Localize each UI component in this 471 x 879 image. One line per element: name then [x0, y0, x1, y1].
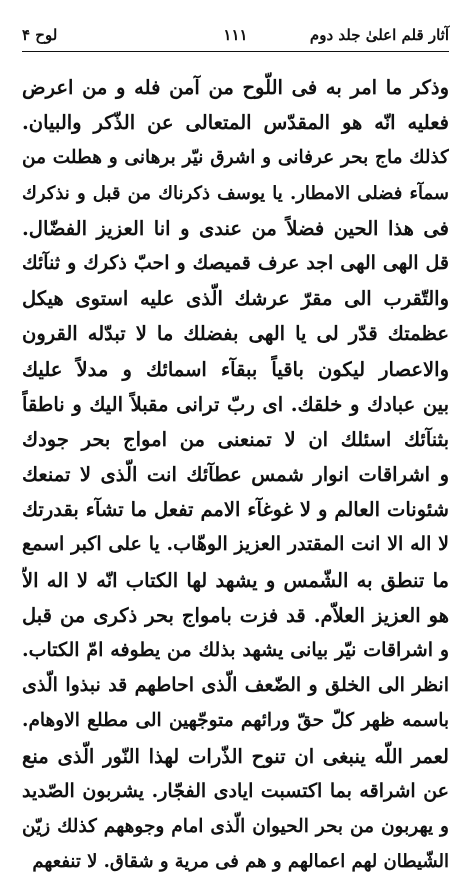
text-line: بين عبادك و خلقك. اى ربّ ترانى مقبلاً اليك و ناطقاً	[22, 392, 449, 416]
text-line: فى هذا الحين فضلاً من عندى و انا العزيز الفضّال.	[22, 216, 449, 240]
text-line: لعمر اللّه ينبغى ان تنوح الذّرات لهذا النّور الّذى منع	[22, 744, 449, 768]
text-line: هو العزيز العلاّم. قد فزت بامواج بحر ذكرى من قبل	[22, 603, 449, 627]
body-text	[22, 70, 449, 879]
section-label: لوح ۴	[22, 26, 58, 44]
page-header	[22, 26, 449, 48]
text-line: والاعصار ليكون باقياً ببقآء اسمائك و مدلاً عليك	[22, 357, 449, 381]
text-line: وذكر ما امر به فى اللّوح من آمن فله و من اعرض	[22, 76, 449, 99]
text-line: قل الهى الهى اجد عرف قميصك و احبّ ذكرك و ثنآئك	[22, 251, 449, 274]
text-line: عن اشراقه بما اكتسبت ايادى الفجّار. يشربون الصّديد	[22, 779, 449, 802]
text-line: الشّيطان لهم اعمالهم و هم فى مرية و شقاق. لا تنفعهم	[32, 851, 449, 873]
text-line: بثنآئك اسئلك ان لا تمنعنى من امواج بحر جودك	[22, 427, 449, 451]
header-divider	[22, 51, 449, 52]
text-line: شئونات العالم و لا غوغآء الامم تفعل ما تشآء بقدرتك	[22, 498, 449, 522]
text-line: سمآء فضلى الامطار. يا يوسف ذكرناك من قبل و نذكرك	[22, 182, 449, 204]
text-line: كذلك ماج بحر عرفانى و اشرق نيّر برهانى و هطلت من	[22, 147, 449, 169]
book-title: آثار قلم اعلىٰ جلد دوم	[309, 26, 449, 44]
text-line: و اشراقات انوار شمس عطآئك انت الّذى لا تمنعك	[22, 463, 449, 487]
text-line: والتّقرب الى مقرّ عرشك الّذى عليه استوى هيكل	[22, 287, 449, 311]
text-line: و اشراقات نيّر بيانى يشهد بذلك من يطوفه امّ الكتاب.	[22, 639, 449, 661]
text-line: ما تنطق به الشّمس و يشهد لها الكتاب انّه لا اله الاّ	[22, 568, 449, 592]
text-line: فعليه انّه هو المقدّس المتعالى عن الذّكر والبيان.	[22, 111, 449, 135]
text-line: لا اله الا انت المقتدر العزيز الوهّاب. يا على اكبر اسمع	[22, 533, 449, 556]
text-line: و يهربون من بحر الحيوان الّذى امام وجوههم كذلك زيّن	[22, 815, 449, 837]
text-line: عظمتك قدّر لى يا الهى بفضلك ما لا تبدّله القرون	[22, 322, 449, 346]
page-number: ١١١	[223, 26, 248, 44]
text-line: باسمه ظهر كلّ حقّ ورائهم متوجّهين الى مطلع الاوهام.	[22, 710, 449, 732]
text-line: انظر الى الخلق و الضّعف الّذى احاطهم قد نبذوا الّذى	[22, 674, 449, 697]
